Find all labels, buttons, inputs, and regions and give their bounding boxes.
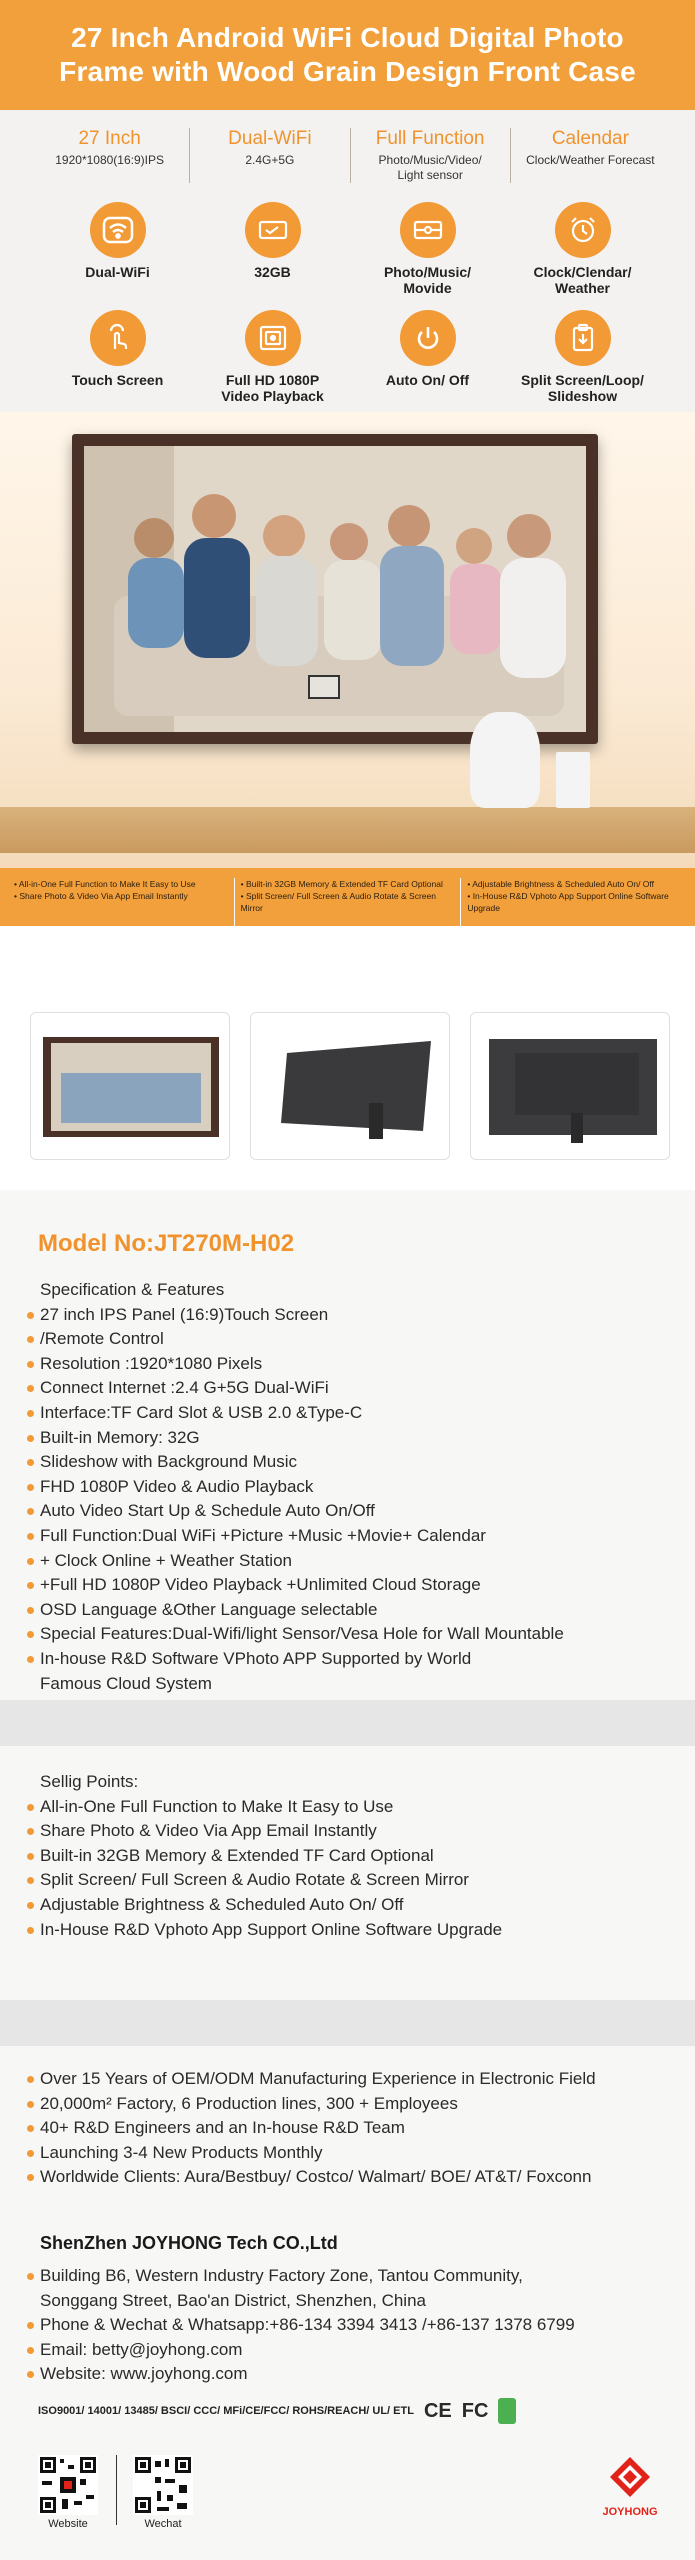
joyhong-logo [600,2455,660,2525]
spec-wifi [190,128,350,183]
model-number: Model No:JT270M-H02 [38,1230,295,1257]
section-divider [0,1700,695,1746]
spec-item: Interface:TF Card Slot & USB 2.0 &Type-C [40,1401,564,1426]
company-fact: 20,000m² Factory, 6 Production lines, 300 + Employees [40,2092,596,2117]
feature-wifi [40,202,195,296]
product-title-line2: Frame with Wood Grain Design Front Case [59,56,636,87]
spec-item: FHD 1080P Video & Audio Playback [40,1475,564,1500]
company-fact: Launching 3-4 New Products Monthly [40,2141,596,2166]
media-icon [400,202,456,258]
company-name: ShenZhen JOYHONG Tech CO.,Ltd [40,2233,338,2253]
spec-calendar [511,128,670,183]
strip-item: • In-House R&D Vphoto App Support Online Software Upgrade [467,891,669,913]
strip-col [235,878,462,926]
feature-strip [0,868,695,926]
header-banner [0,0,695,110]
rohs-leaf-icon [498,2398,516,2424]
selling-item: Split Screen/ Full Screen & Audio Rotate & Screen Mirror [40,1868,502,1893]
spec-item: In-house R&D Software VPhoto APP Supported by World [40,1647,564,1672]
contact-website[interactable]: Website: www.joyhong.com [40,2362,575,2387]
alarm-clock-icon [555,202,611,258]
spec-item: /Remote Control [40,1327,564,1352]
memory-card-icon [245,202,301,258]
certifications [38,2398,516,2424]
company-facts-list [40,2067,596,2190]
strip-item: • All-in-One Full Function to Make It Easy to Use [14,879,196,889]
spec-item: + Clock Online + Weather Station [40,1549,564,1574]
wood-photo-frame [72,434,598,744]
fcc-mark-icon: FC [461,2399,489,2422]
contact-email[interactable]: Email: betty@joyhong.com [40,2338,575,2363]
feature-label: Auto On/ Off [385,372,470,388]
specification-section [0,1190,695,1700]
strip-col [8,878,235,926]
spec-item: Slideshow with Background Music [40,1450,564,1475]
hero-scene [0,412,695,882]
feature-label: Split Screen/Loop/ Slideshow [521,372,644,404]
spec-title: Calendar [551,128,629,149]
spec-sub: Clock/Weather Forecast [526,153,655,167]
feature-label: 32GB [254,264,291,280]
spec-heading: Specification & Features [40,1280,225,1299]
feature-touch [40,310,195,404]
spec-size [30,128,190,183]
spec-list [40,1278,564,1696]
company-fact: 40+ R&D Engineers and an In-house R&D Team [40,2116,596,2141]
company-fact: Over 15 Years of OEM/ODM Manufacturing Experience in Electronic Field [40,2067,596,2092]
spec-item: Built-in Memory: 32G [40,1426,564,1451]
brand-wordmark: JOYHONG [602,2506,658,2518]
thumbnail-back-angle[interactable] [250,1012,450,1160]
feature-label: Clock/Clendar/ Weather [533,264,632,296]
slideshow-icon [555,310,611,366]
qr-divider [116,2455,117,2525]
section-divider [0,2000,695,2046]
feature-power [350,310,505,404]
spec-item-cont: Famous Cloud System [40,1673,212,1693]
spec-item: 27 inch IPS Panel (16:9)Touch Screen [40,1303,564,1328]
feature-video [195,310,350,404]
feature-label: Touch Screen [71,372,164,388]
contact-address: Building B6, Western Industry Factory Zone, Tantou Community, [40,2264,575,2289]
product-thumbnails [30,1012,670,1160]
feature-label: Full HD 1080P Video Playback [221,372,324,404]
spec-title: Dual-WiFi [228,128,312,149]
strip-item: • Adjustable Brightness & Scheduled Auto On/ Off [467,879,654,889]
feature-clock [505,202,660,296]
spec-item: Full Function:Dual WiFi +Picture +Music +Movie+ Calendar [40,1524,564,1549]
spec-highlights [30,128,670,183]
spec-title: Full Function [375,128,485,149]
touch-hand-icon [90,310,146,366]
spec-item: Auto Video Start Up & Schedule Auto On/Off [40,1499,564,1524]
spec-item: OSD Language &Other Language selectable [40,1598,564,1623]
contact-address-cont: Songgang Street, Bao'an District, Shenzhen, China [40,2290,426,2310]
feature-label: Dual-WiFi [85,264,150,280]
power-icon [400,310,456,366]
strip-item: • Split Screen/ Full Screen & Audio Rotate & Screen Mirror [240,891,436,913]
feature-media [350,202,505,296]
company-fact: Worldwide Clients: Aura/Bestbuy/ Costco/ Walmart/ BOE/ AT&T/ Foxconn [40,2165,596,2190]
spec-function [351,128,511,183]
ce-mark-icon: CE [423,2399,452,2422]
feature-memory [195,202,350,296]
selling-item: In-House R&D Vphoto App Support Online Software Upgrade [40,1918,502,1943]
spec-item: Special Features:Dual-Wifi/light Sensor/Vesa Hole for Wall Mountable [40,1622,564,1647]
family-photo [84,446,586,732]
selling-item: All-in-One Full Function to Make It Easy to Use [40,1795,502,1820]
selling-item: Built-in 32GB Memory & Extended TF Card Optional [40,1844,502,1869]
selling-item: Adjustable Brightness & Scheduled Auto On/ Off [40,1893,502,1918]
thumbnail-front[interactable] [30,1012,230,1160]
feature-slideshow [505,310,660,404]
decor-books [556,752,590,808]
spec-title: 27 Inch [78,128,141,149]
video-screen-icon [245,310,301,366]
selling-item: Share Photo & Video Via App Email Instantly [40,1819,502,1844]
spec-sub: 1920*1080(16:9)IPS [55,153,164,167]
spec-sub: 2.4G+5G [245,153,295,167]
wechat-qr-label: Wechat [144,2518,182,2530]
strip-item: • Share Photo & Video Via App Email Instantly [14,891,188,901]
decor-vase [470,712,540,808]
spec-item: Resolution :1920*1080 Pixels [40,1352,564,1377]
product-title-line1: 27 Inch Android WiFi Cloud Digital Photo [71,22,624,53]
selling-points-list [40,1770,502,1942]
spec-item: Connect Internet :2.4 G+5G Dual-WiFi [40,1376,564,1401]
cert-list: ISO9001/ 14001/ 13485/ BSCI/ CCC/ MFi/CE/FCC/ ROHS/REACH/ UL/ ETL [38,2405,414,2417]
spec-sub: Photo/Music/Video/ Light sensor [378,153,482,182]
contact-phone: Phone & Wechat & Whatsapp:+86-134 3394 3413 /+86-137 1378 6799 [40,2313,575,2338]
strip-col [461,878,687,926]
wechat-qr-icon[interactable] [133,2455,193,2515]
spec-item: +Full HD 1080P Video Playback +Unlimited Cloud Storage [40,1573,564,1598]
wifi-icon [90,202,146,258]
selling-heading: Sellig Points: [40,1772,139,1791]
strip-item: • Built-in 32GB Memory & Extended TF Card Optional [240,879,443,889]
website-qr-label: Website [48,2518,88,2530]
cabinet [0,807,695,853]
feature-label: Photo/Music/ Movide [383,264,472,296]
contact-list [40,2264,575,2387]
logo-mark-icon [608,2455,652,2499]
website-qr-icon[interactable] [38,2455,98,2515]
feature-grid [40,202,660,404]
thumbnail-back[interactable] [470,1012,670,1160]
